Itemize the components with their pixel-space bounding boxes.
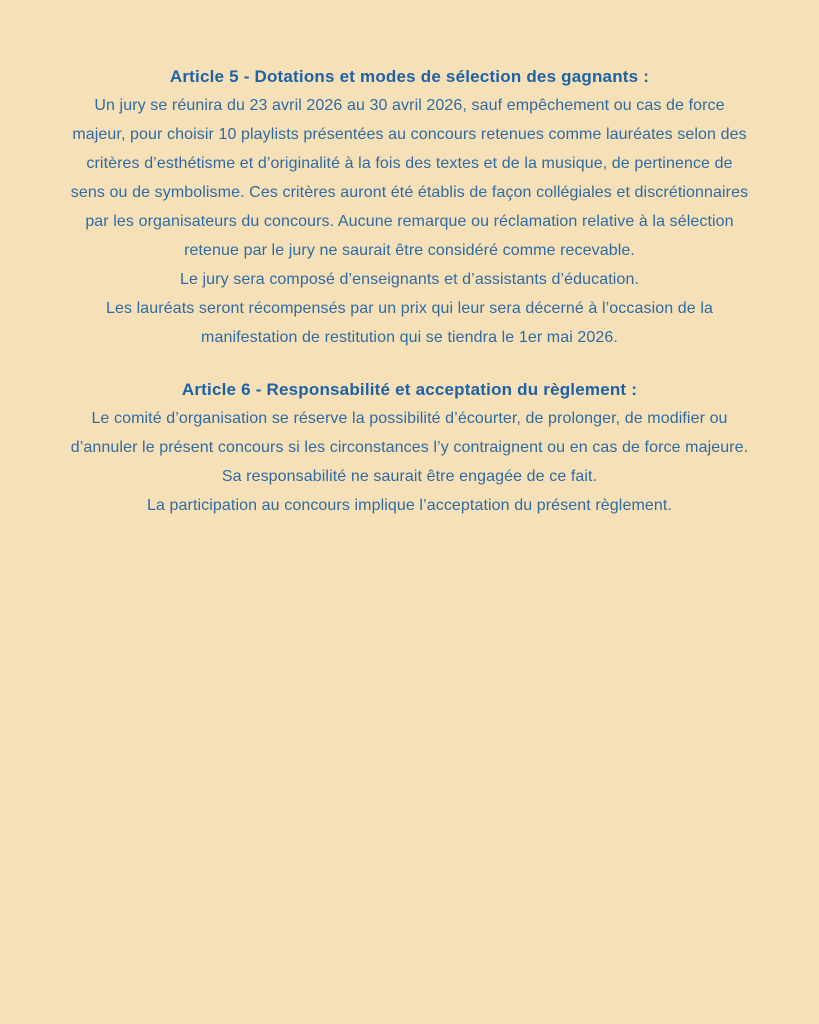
text-line: majeur, pour choisir 10 playlists présentées au concours retenues comme lauréates selon des [72, 126, 747, 143]
text-line: retenue par le jury ne saurait être considéré comme recevable. [184, 242, 635, 259]
text-line: manifestation de restitution qui se tiendra le 1er mai 2026. [201, 329, 618, 346]
text-line: Les lauréats seront récompensés par un prix qui leur sera décerné à l’occasion de la [106, 300, 713, 317]
text-line: Un jury se réunira du 23 avril 2026 au 30 avril 2026, sauf empêchement ou cas de force [94, 97, 725, 114]
text-line: Le jury sera composé d’enseignants et d’assistants d’éducation. [179, 271, 639, 288]
text-line: critères d’esthétisme et d’originalité à la fois des textes et de la musique, de pertinence de [86, 155, 733, 172]
article-6-section [0, 375, 819, 520]
text-line: Sa responsabilité ne saurait être engagée de ce fait. [221, 468, 598, 485]
text-line: Le comité d’organisation se réserve la possibilité d’écourter, de prolonger, de modifier ou [91, 410, 728, 427]
article-5-section [0, 62, 819, 352]
text-line: par les organisateurs du concours. Aucune remarque ou réclamation relative à la sélection [85, 213, 734, 230]
text-line: sens ou de symbolisme. Ces critères auront été établis de façon collégiales et discrétionnaires [70, 184, 749, 201]
article-5-heading: Article 5 - Dotations et modes de sélection des gagnants : [169, 67, 650, 86]
text-line: La participation au concours implique l’acceptation du présent règlement. [147, 497, 672, 514]
text-line: d’annuler le présent concours si les circonstances l’y contraignent ou en cas de force majeure. [70, 439, 749, 456]
article-6-heading: Article 6 - Responsabilité et acceptation du règlement : [181, 380, 638, 399]
